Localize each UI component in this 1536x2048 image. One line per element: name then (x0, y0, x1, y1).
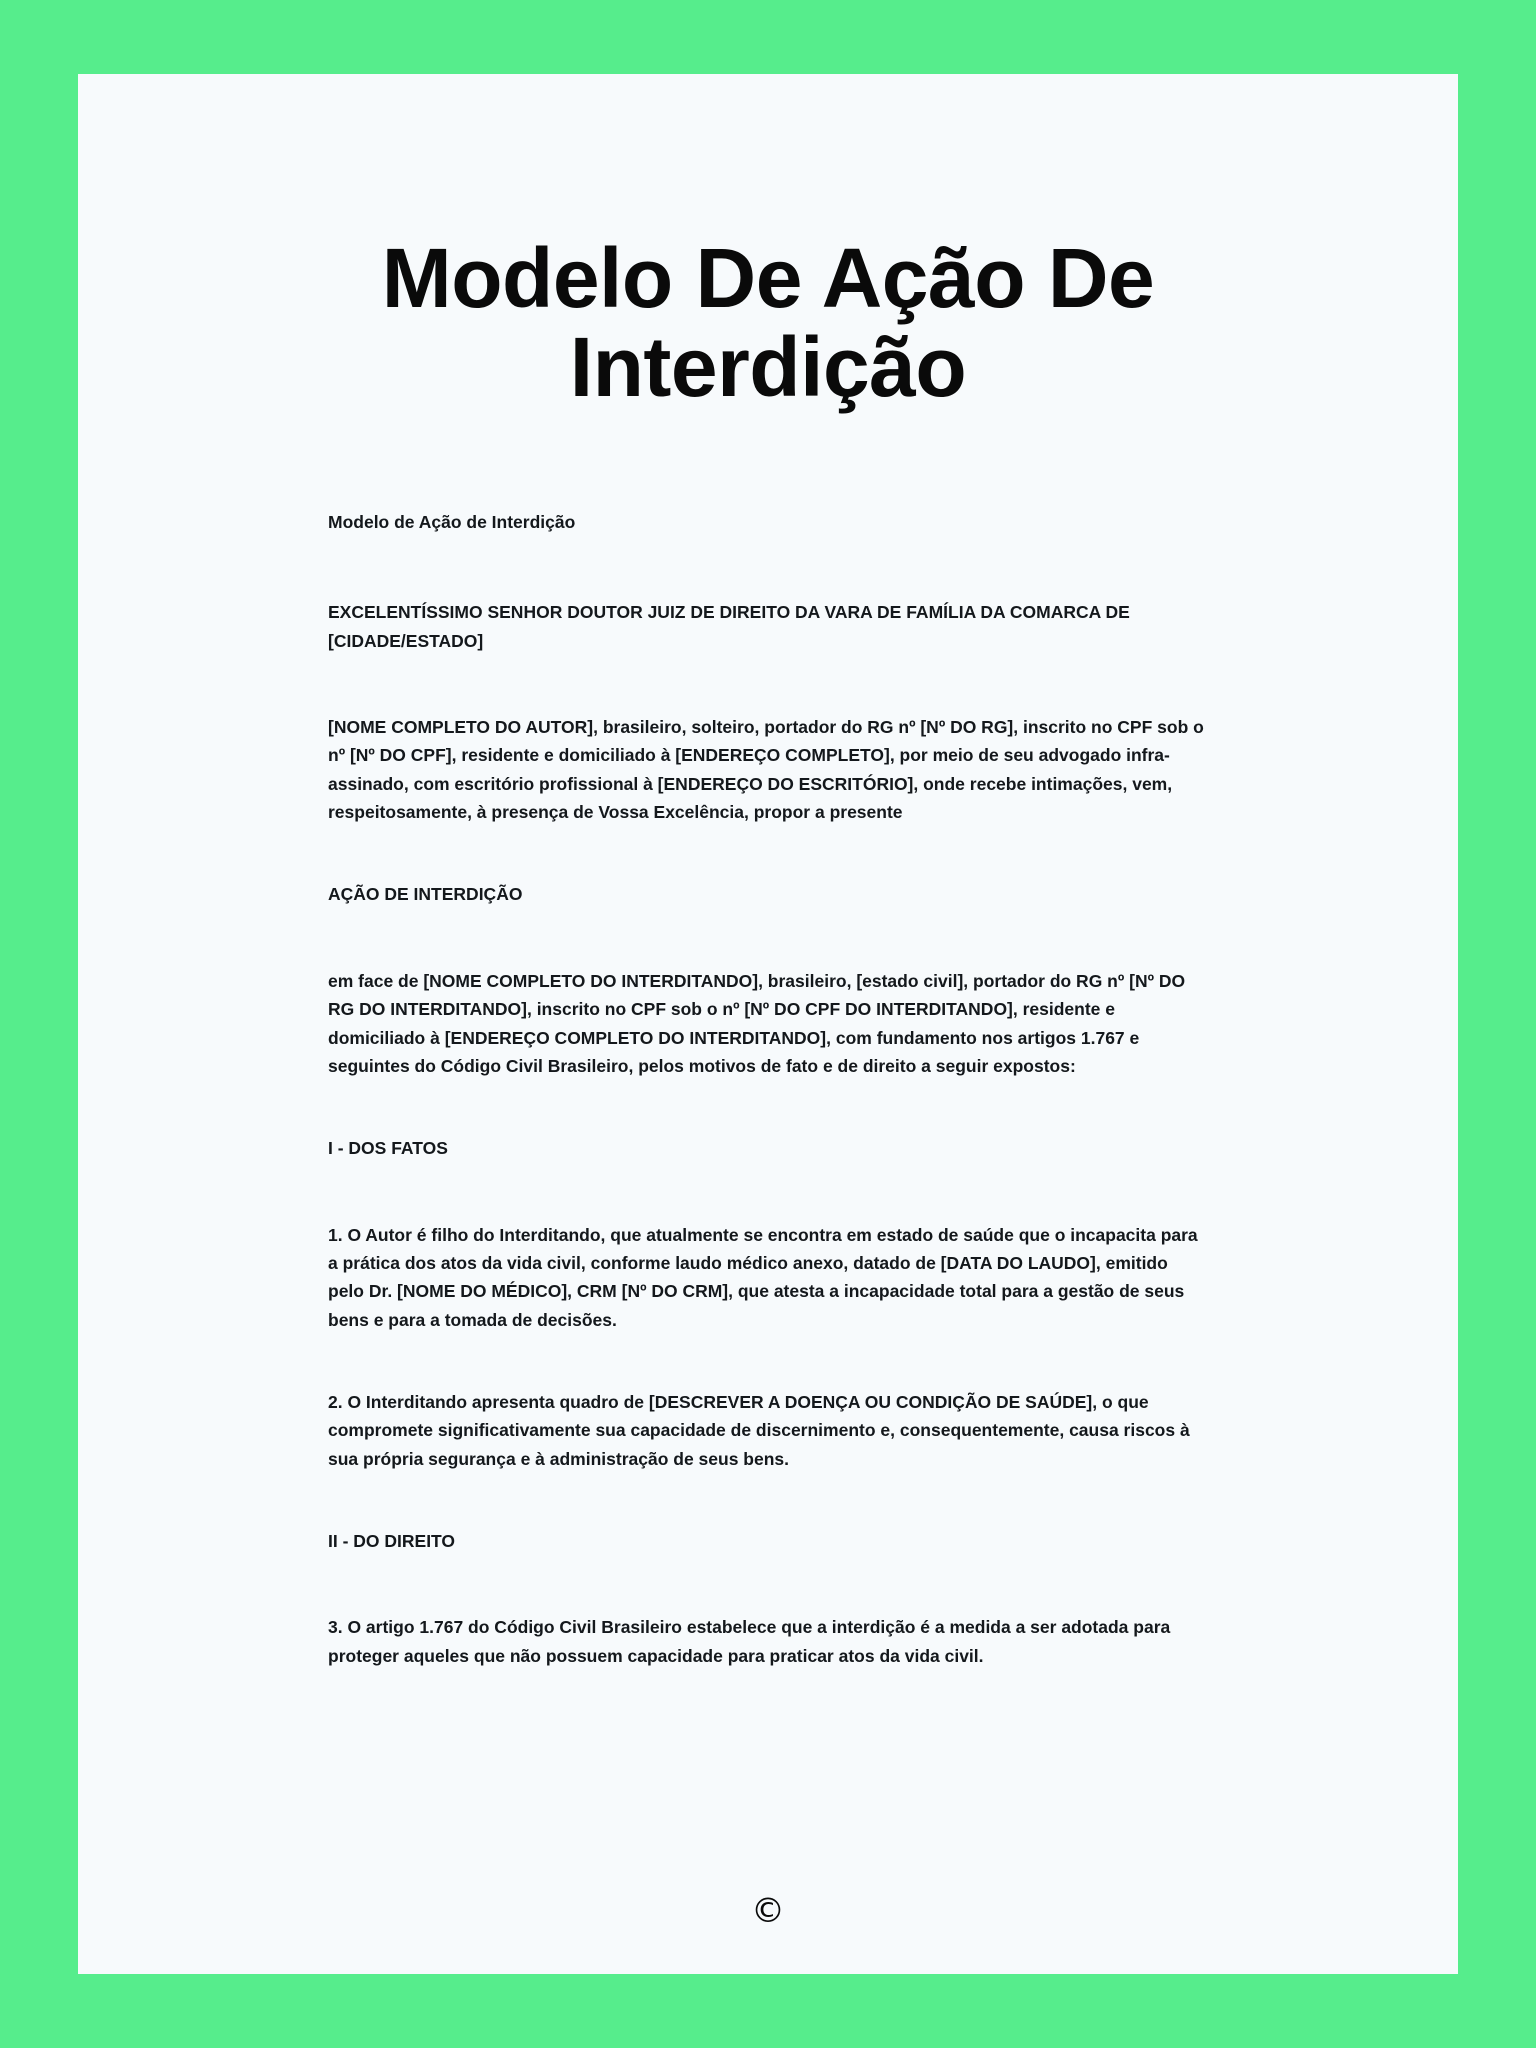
paragraph-fact-2: 2. O Interditando apresenta quadro de [DESCREVER A DOENÇA OU CONDIÇÃO DE SAÚDE], o que compromete significativamente sua capacidade de discernimento e, consequentemente, causa riscos à sua própria segurança e à administração de seus bens. (328, 1391, 1190, 1469)
document-page (78, 74, 1458, 1974)
section-heading-facts: I - DOS FATOS (328, 1138, 448, 1159)
paragraph-defendant-qualification: em face de [NOME COMPLETO DO INTERDITANDO], brasileiro, [estado civil], portador do RG nº [Nº DO RG DO INTERDITANDO], inscrito no CPF sob o nº [Nº DO CPF DO INTERDITANDO], residente e domiciliado à [ENDEREÇO COMPLETO DO INTERDITANDO], com fundamento nos artigos 1.767 e seguintes do Código Civil Brasileiro, pelos motivos de fato e de direito a seguir expostos: (328, 970, 1186, 1076)
section-heading-law: II - DO DIREITO (328, 1530, 456, 1551)
paragraph-law-3: 3. O artigo 1.767 do Código Civil Brasileiro estabelece que a interdição é a medida a ser adotada para proteger aqueles que não possuem capacidade para praticar atos da vida civil. (328, 1617, 1171, 1666)
page-footer (78, 1891, 1458, 1931)
page-title: Modelo De Ação De Interdição (381, 231, 1155, 415)
paragraph-court-address: EXCELENTÍSSIMO SENHOR DOUTOR JUIZ DE DIREITO DA VARA DE FAMÍLIA DA COMARCA DE [CIDADE/ESTADO] (328, 602, 1130, 651)
document-body (78, 508, 1458, 1670)
copyright-icon: © (751, 1891, 785, 1931)
paragraph-plaintiff-qualification: [NOME COMPLETO DO AUTOR], brasileiro, solteiro, portador do RG nº [Nº DO RG], inscrito no CPF sob o nº [Nº DO CPF], residente e domiciliado à [ENDEREÇO COMPLETO], por meio de seu advogado infra-assinado, com escritório profissional à [ENDEREÇO DO ESCRITÓRIO], onde recebe intimações, vem, respeitosamente, à presença de Vossa Excelência, propor a presente (328, 717, 1204, 823)
document-subtitle: Modelo de Ação de Interdição (328, 512, 576, 533)
paragraph-action-heading: AÇÃO DE INTERDIÇÃO (328, 884, 523, 905)
paragraph-fact-1: 1. O Autor é filho do Interditando, que atualmente se encontra em estado de saúde que o incapacita para a prática dos atos da vida civil, conforme laudo médico anexo, datado de [DATA DO LAUDO], emitido pelo Dr. [NOME DO MÉDICO], CRM [Nº DO CRM], que atesta a incapacidade total para a gestão de seus bens e para a tomada de decisões. (328, 1224, 1198, 1330)
